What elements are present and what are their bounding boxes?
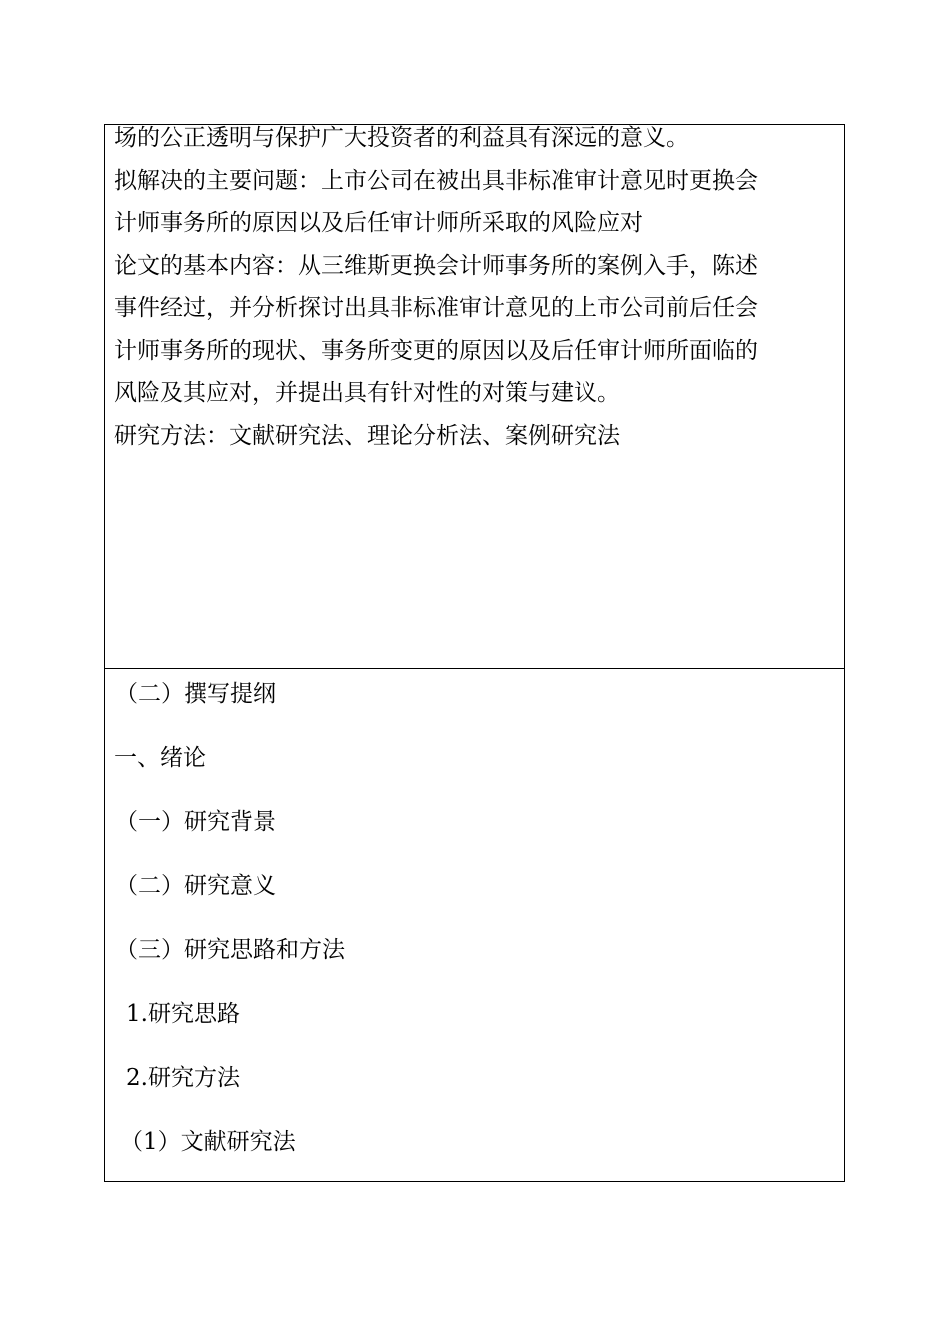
paragraph-line: 研究方法：文献研究法、理论分析法、案例研究法 xyxy=(114,422,620,449)
outline-item: 一、绪论 xyxy=(114,745,206,771)
paragraph-line: 论文的基本内容：从三维斯更换会计师事务所的案例入手，陈述 xyxy=(114,252,758,279)
outline-cell xyxy=(105,669,844,1181)
document-table xyxy=(104,124,845,1182)
paragraph-line: 风险及其应对，并提出具有针对性的对策与建议。 xyxy=(114,380,620,406)
research-content-cell xyxy=(105,117,844,669)
paragraph-line: 拟解决的主要问题：上市公司在被出具非标准审计意见时更换会 xyxy=(114,167,758,194)
paragraph-line: 计师事务所的现状、事务所变更的原因以及后任审计师所面临的 xyxy=(114,337,758,364)
outline-heading: （二）撰写提纲 xyxy=(115,681,276,707)
outline-item: （二）研究意义 xyxy=(115,873,276,899)
outline-item: 1.研究思路 xyxy=(126,1001,240,1027)
outline-item: 2.研究方法 xyxy=(126,1065,240,1091)
outline-item: （三）研究思路和方法 xyxy=(115,937,345,963)
paragraph-line: 场的公正透明与保护广大投资者的利益具有深远的意义。 xyxy=(114,125,689,151)
outline-item: （1）文献研究法 xyxy=(120,1129,296,1155)
outline-item: （一）研究背景 xyxy=(115,809,276,835)
paragraph-line: 事件经过，并分析探讨出具非标准审计意见的上市公司前后任会 xyxy=(114,295,758,321)
paragraph-line: 计师事务所的原因以及后任审计师所采取的风险应对 xyxy=(114,210,643,236)
